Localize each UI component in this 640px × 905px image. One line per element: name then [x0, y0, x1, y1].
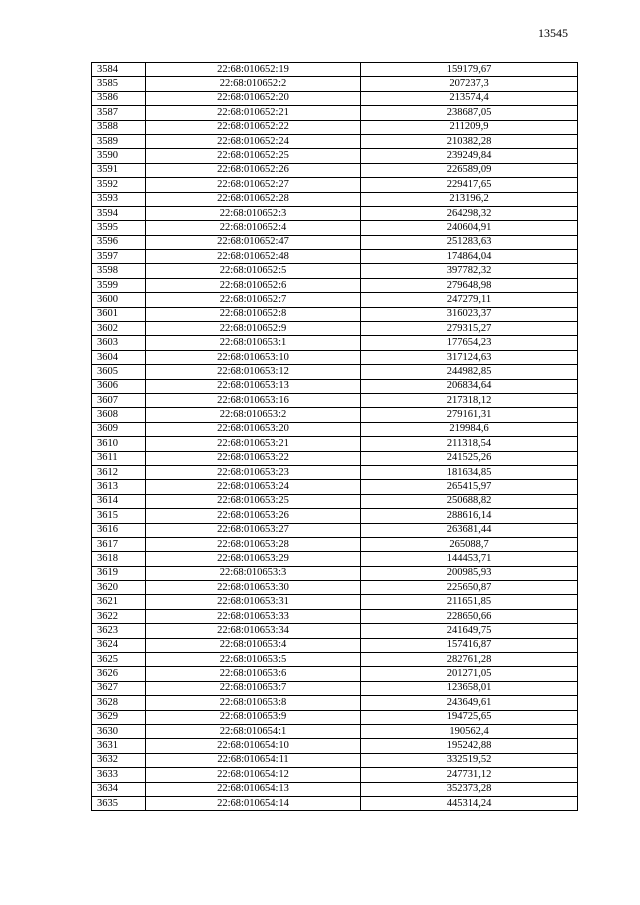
table-row — [92, 221, 578, 235]
cadastral-number-cell: 22:68:010653:24 — [146, 480, 361, 494]
row-number-cell: 3609 — [92, 422, 146, 436]
row-number-cell: 3617 — [92, 537, 146, 551]
table-row — [92, 149, 578, 163]
cadastral-value-cell: 190562,4 — [361, 724, 578, 738]
row-number-cell: 3633 — [92, 768, 146, 782]
cadastral-number-cell: 22:68:010652:8 — [146, 307, 361, 321]
cadastral-value-cell: 238687,05 — [361, 106, 578, 120]
cadastral-number-cell: 22:68:010654:14 — [146, 796, 361, 810]
row-number-cell: 3610 — [92, 437, 146, 451]
row-number-cell: 3619 — [92, 566, 146, 580]
cadastral-number-cell: 22:68:010652:27 — [146, 178, 361, 192]
row-number-cell: 3628 — [92, 696, 146, 710]
row-number-cell: 3584 — [92, 63, 146, 77]
table-row — [92, 134, 578, 148]
table-row — [92, 250, 578, 264]
cadastral-value-cell: 174864,04 — [361, 250, 578, 264]
cadastral-number-cell: 22:68:010653:29 — [146, 552, 361, 566]
row-number-cell: 3586 — [92, 91, 146, 105]
cadastral-value-cell: 200985,93 — [361, 566, 578, 580]
cadastral-value-cell: 250688,82 — [361, 494, 578, 508]
cadastral-number-cell: 22:68:010652:20 — [146, 91, 361, 105]
cadastral-value-cell: 240604,91 — [361, 221, 578, 235]
table-row — [92, 595, 578, 609]
cadastral-value-cell: 445314,24 — [361, 796, 578, 810]
cadastral-value-cell: 226589,09 — [361, 163, 578, 177]
cadastral-number-cell: 22:68:010652:21 — [146, 106, 361, 120]
cadastral-value-cell: 211651,85 — [361, 595, 578, 609]
cadastral-value-cell: 288616,14 — [361, 509, 578, 523]
table-row — [92, 408, 578, 422]
page-number: 13545 — [538, 26, 568, 40]
cadastral-value-cell: 279161,31 — [361, 408, 578, 422]
cadastral-number-cell: 22:68:010653:23 — [146, 465, 361, 479]
table-row — [92, 724, 578, 738]
cadastral-value-cell: 265088,7 — [361, 537, 578, 551]
cadastral-value-cell: 229417,65 — [361, 178, 578, 192]
cadastral-value-cell: 194725,65 — [361, 710, 578, 724]
row-number-cell: 3604 — [92, 350, 146, 364]
cadastral-value-cell: 228650,66 — [361, 609, 578, 623]
table-row — [92, 609, 578, 623]
cadastral-number-cell: 22:68:010653:4 — [146, 638, 361, 652]
table-row — [92, 710, 578, 724]
table-row — [92, 696, 578, 710]
cadastral-value-cell: 279315,27 — [361, 322, 578, 336]
cadastral-value-cell: 195242,88 — [361, 739, 578, 753]
cadastral-number-cell: 22:68:010653:3 — [146, 566, 361, 580]
row-number-cell: 3625 — [92, 653, 146, 667]
cadastral-value-cell: 247279,11 — [361, 293, 578, 307]
table-row — [92, 624, 578, 638]
row-number-cell: 3597 — [92, 250, 146, 264]
cadastral-value-cell: 181634,85 — [361, 465, 578, 479]
cadastral-number-cell: 22:68:010653:7 — [146, 681, 361, 695]
cadastral-number-cell: 22:68:010653:34 — [146, 624, 361, 638]
cadastral-value-table — [91, 62, 578, 811]
row-number-cell: 3613 — [92, 480, 146, 494]
row-number-cell: 3598 — [92, 264, 146, 278]
cadastral-value-cell: 211209,9 — [361, 120, 578, 134]
row-number-cell: 3594 — [92, 206, 146, 220]
row-number-cell: 3627 — [92, 681, 146, 695]
row-number-cell: 3593 — [92, 192, 146, 206]
cadastral-number-cell: 22:68:010653:33 — [146, 609, 361, 623]
table-row — [92, 393, 578, 407]
cadastral-value-cell: 123658,01 — [361, 681, 578, 695]
table-row — [92, 178, 578, 192]
cadastral-number-cell: 22:68:010653:13 — [146, 379, 361, 393]
table-row — [92, 552, 578, 566]
cadastral-value-cell: 144453,71 — [361, 552, 578, 566]
cadastral-number-cell: 22:68:010652:2 — [146, 77, 361, 91]
cadastral-number-cell: 22:68:010653:12 — [146, 365, 361, 379]
row-number-cell: 3606 — [92, 379, 146, 393]
table-row — [92, 509, 578, 523]
cadastral-number-cell: 22:68:010653:6 — [146, 667, 361, 681]
row-number-cell: 3632 — [92, 753, 146, 767]
cadastral-number-cell: 22:68:010652:24 — [146, 134, 361, 148]
row-number-cell: 3626 — [92, 667, 146, 681]
table-row — [92, 681, 578, 695]
row-number-cell: 3630 — [92, 724, 146, 738]
cadastral-number-cell: 22:68:010652:3 — [146, 206, 361, 220]
row-number-cell: 3596 — [92, 235, 146, 249]
table-row — [92, 422, 578, 436]
row-number-cell: 3631 — [92, 739, 146, 753]
table-row — [92, 163, 578, 177]
row-number-cell: 3612 — [92, 465, 146, 479]
table-row — [92, 307, 578, 321]
table-row — [92, 782, 578, 796]
row-number-cell: 3614 — [92, 494, 146, 508]
table-row — [92, 365, 578, 379]
cadastral-number-cell: 22:68:010654:1 — [146, 724, 361, 738]
cadastral-number-cell: 22:68:010654:10 — [146, 739, 361, 753]
row-number-cell: 3603 — [92, 336, 146, 350]
table-row — [92, 437, 578, 451]
table-row — [92, 465, 578, 479]
table-row — [92, 494, 578, 508]
cadastral-number-cell: 22:68:010653:1 — [146, 336, 361, 350]
cadastral-number-cell: 22:68:010652:48 — [146, 250, 361, 264]
cadastral-value-cell: 241649,75 — [361, 624, 578, 638]
cadastral-value-cell: 264298,32 — [361, 206, 578, 220]
table-row — [92, 739, 578, 753]
row-number-cell: 3607 — [92, 393, 146, 407]
row-number-cell: 3590 — [92, 149, 146, 163]
cadastral-value-cell: 206834,64 — [361, 379, 578, 393]
cadastral-value-cell: 210382,28 — [361, 134, 578, 148]
cadastral-value-cell: 241525,26 — [361, 451, 578, 465]
row-number-cell: 3587 — [92, 106, 146, 120]
cadastral-number-cell: 22:68:010653:26 — [146, 509, 361, 523]
table-row — [92, 523, 578, 537]
row-number-cell: 3620 — [92, 581, 146, 595]
cadastral-number-cell: 22:68:010653:10 — [146, 350, 361, 364]
cadastral-value-cell: 282761,28 — [361, 653, 578, 667]
cadastral-value-cell: 316023,37 — [361, 307, 578, 321]
table-row — [92, 451, 578, 465]
cadastral-value-cell: 239249,84 — [361, 149, 578, 163]
cadastral-number-cell: 22:68:010653:16 — [146, 393, 361, 407]
cadastral-number-cell: 22:68:010652:5 — [146, 264, 361, 278]
row-number-cell: 3629 — [92, 710, 146, 724]
cadastral-number-cell: 22:68:010652:7 — [146, 293, 361, 307]
table-row — [92, 768, 578, 782]
cadastral-number-cell: 22:68:010654:13 — [146, 782, 361, 796]
table-row — [92, 91, 578, 105]
cadastral-value-cell: 243649,61 — [361, 696, 578, 710]
row-number-cell: 3611 — [92, 451, 146, 465]
cadastral-number-cell: 22:68:010652:6 — [146, 278, 361, 292]
row-number-cell: 3602 — [92, 322, 146, 336]
cadastral-number-cell: 22:68:010653:2 — [146, 408, 361, 422]
row-number-cell: 3600 — [92, 293, 146, 307]
row-number-cell: 3615 — [92, 509, 146, 523]
cadastral-number-cell: 22:68:010652:26 — [146, 163, 361, 177]
table-row — [92, 192, 578, 206]
cadastral-value-cell: 157416,87 — [361, 638, 578, 652]
cadastral-number-cell: 22:68:010652:22 — [146, 120, 361, 134]
cadastral-number-cell: 22:68:010653:27 — [146, 523, 361, 537]
table-row — [92, 638, 578, 652]
cadastral-number-cell: 22:68:010653:22 — [146, 451, 361, 465]
row-number-cell: 3616 — [92, 523, 146, 537]
row-number-cell: 3624 — [92, 638, 146, 652]
cadastral-value-cell: 219984,6 — [361, 422, 578, 436]
cadastral-value-cell: 265415,97 — [361, 480, 578, 494]
row-number-cell: 3592 — [92, 178, 146, 192]
cadastral-value-cell: 244982,85 — [361, 365, 578, 379]
table-row — [92, 796, 578, 810]
cadastral-value-cell: 263681,44 — [361, 523, 578, 537]
row-number-cell: 3618 — [92, 552, 146, 566]
cadastral-value-cell: 332519,52 — [361, 753, 578, 767]
row-number-cell: 3634 — [92, 782, 146, 796]
table-row — [92, 667, 578, 681]
table-row — [92, 120, 578, 134]
cadastral-value-cell: 352373,28 — [361, 782, 578, 796]
cadastral-value-cell: 225650,87 — [361, 581, 578, 595]
cadastral-value-cell: 213574,4 — [361, 91, 578, 105]
table-row — [92, 566, 578, 580]
cadastral-value-cell: 217318,12 — [361, 393, 578, 407]
cadastral-value-cell: 211318,54 — [361, 437, 578, 451]
cadastral-value-cell: 397782,32 — [361, 264, 578, 278]
table-row — [92, 537, 578, 551]
cadastral-value-cell: 207237,3 — [361, 77, 578, 91]
cadastral-number-cell: 22:68:010653:30 — [146, 581, 361, 595]
cadastral-number-cell: 22:68:010653:31 — [146, 595, 361, 609]
cadastral-value-cell: 159179,67 — [361, 63, 578, 77]
table-row — [92, 480, 578, 494]
cadastral-value-cell: 317124,63 — [361, 350, 578, 364]
cadastral-value-cell: 201271,05 — [361, 667, 578, 681]
cadastral-number-cell: 22:68:010653:8 — [146, 696, 361, 710]
row-number-cell: 3608 — [92, 408, 146, 422]
cadastral-number-cell: 22:68:010653:21 — [146, 437, 361, 451]
table-row — [92, 264, 578, 278]
cadastral-value-cell: 247731,12 — [361, 768, 578, 782]
table-row — [92, 581, 578, 595]
table-body — [92, 63, 578, 811]
cadastral-number-cell: 22:68:010653:20 — [146, 422, 361, 436]
cadastral-number-cell: 22:68:010652:4 — [146, 221, 361, 235]
row-number-cell: 3595 — [92, 221, 146, 235]
cadastral-number-cell: 22:68:010653:25 — [146, 494, 361, 508]
table-row — [92, 278, 578, 292]
table-row — [92, 350, 578, 364]
row-number-cell: 3605 — [92, 365, 146, 379]
row-number-cell: 3591 — [92, 163, 146, 177]
cadastral-number-cell: 22:68:010654:11 — [146, 753, 361, 767]
table-row — [92, 63, 578, 77]
cadastral-number-cell: 22:68:010653:5 — [146, 653, 361, 667]
table-row — [92, 336, 578, 350]
row-number-cell: 3601 — [92, 307, 146, 321]
cadastral-number-cell: 22:68:010652:47 — [146, 235, 361, 249]
table-row — [92, 753, 578, 767]
row-number-cell: 3623 — [92, 624, 146, 638]
cadastral-number-cell: 22:68:010652:19 — [146, 63, 361, 77]
table-row — [92, 106, 578, 120]
row-number-cell: 3585 — [92, 77, 146, 91]
table-row — [92, 322, 578, 336]
cadastral-number-cell: 22:68:010652:25 — [146, 149, 361, 163]
cadastral-number-cell: 22:68:010653:9 — [146, 710, 361, 724]
table-row — [92, 379, 578, 393]
cadastral-number-cell: 22:68:010653:28 — [146, 537, 361, 551]
row-number-cell: 3599 — [92, 278, 146, 292]
table-row — [92, 206, 578, 220]
cadastral-number-cell: 22:68:010652:28 — [146, 192, 361, 206]
cadastral-value-cell: 279648,98 — [361, 278, 578, 292]
row-number-cell: 3621 — [92, 595, 146, 609]
table-row — [92, 653, 578, 667]
cadastral-value-cell: 251283,63 — [361, 235, 578, 249]
row-number-cell: 3588 — [92, 120, 146, 134]
table-row — [92, 77, 578, 91]
row-number-cell: 3622 — [92, 609, 146, 623]
table-row — [92, 293, 578, 307]
row-number-cell: 3635 — [92, 796, 146, 810]
cadastral-value-cell: 213196,2 — [361, 192, 578, 206]
table-row — [92, 235, 578, 249]
cadastral-number-cell: 22:68:010654:12 — [146, 768, 361, 782]
row-number-cell: 3589 — [92, 134, 146, 148]
cadastral-number-cell: 22:68:010652:9 — [146, 322, 361, 336]
cadastral-value-cell: 177654,23 — [361, 336, 578, 350]
